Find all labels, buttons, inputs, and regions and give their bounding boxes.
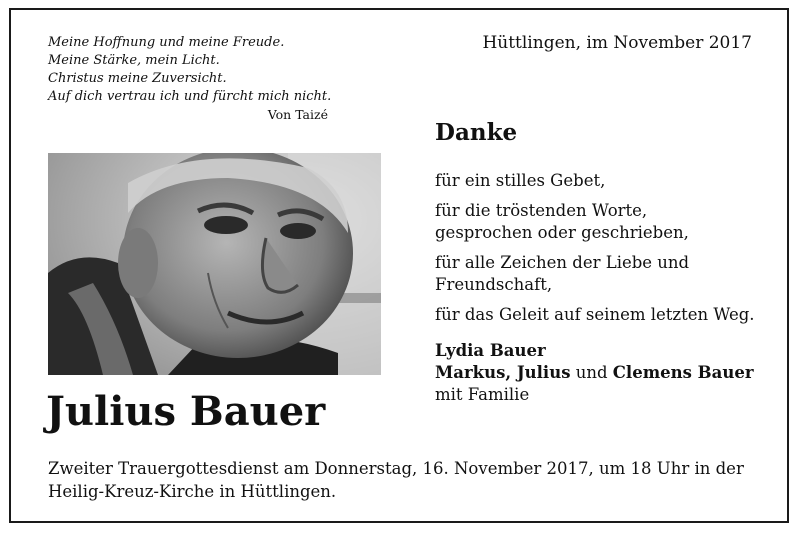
poem-line: Auf dich vertrau ich und fürcht mich nicht.: [48, 89, 332, 104]
poem: [48, 34, 338, 124]
service-notice: Zweiter Trauergottesdienst am Donnerstag, 16. November 2017, um 18 Uhr in der Heilig-Kreuz-Kirche in Hüttlingen.: [48, 459, 744, 501]
place-date: Hüttlingen, im November 2017: [482, 33, 752, 53]
thanks-section: [435, 118, 765, 406]
signer-name: Markus, Julius: [435, 363, 571, 382]
thanks-item: für alle Zeichen der Liebe und Freundschaft,: [435, 253, 690, 294]
signer-name: Clemens Bauer: [612, 363, 754, 382]
thanks-item: für das Geleit auf seinem letzten Weg.: [435, 305, 755, 324]
poem-line: Meine Hoffnung und meine Freude.: [48, 35, 285, 50]
thanks-item: für ein stilles Gebet,: [435, 171, 606, 190]
deceased-name: Julius Bauer: [46, 388, 326, 435]
thanks-heading: Danke: [435, 119, 518, 146]
portrait-photo: [48, 153, 381, 375]
poem-line: Christus meine Zuversicht.: [48, 71, 227, 86]
signer-family: mit Familie: [435, 385, 530, 404]
portrait-image: [48, 153, 381, 375]
signer-name: Lydia Bauer: [435, 341, 546, 360]
poem-author: Von Taizé: [267, 107, 328, 122]
thanks-item: für die tröstenden Worte, gesprochen oder geschrieben,: [435, 201, 689, 242]
poem-line: Meine Stärke, mein Licht.: [48, 53, 220, 68]
signer-conjunction: und: [570, 363, 613, 382]
signers: [435, 340, 765, 406]
